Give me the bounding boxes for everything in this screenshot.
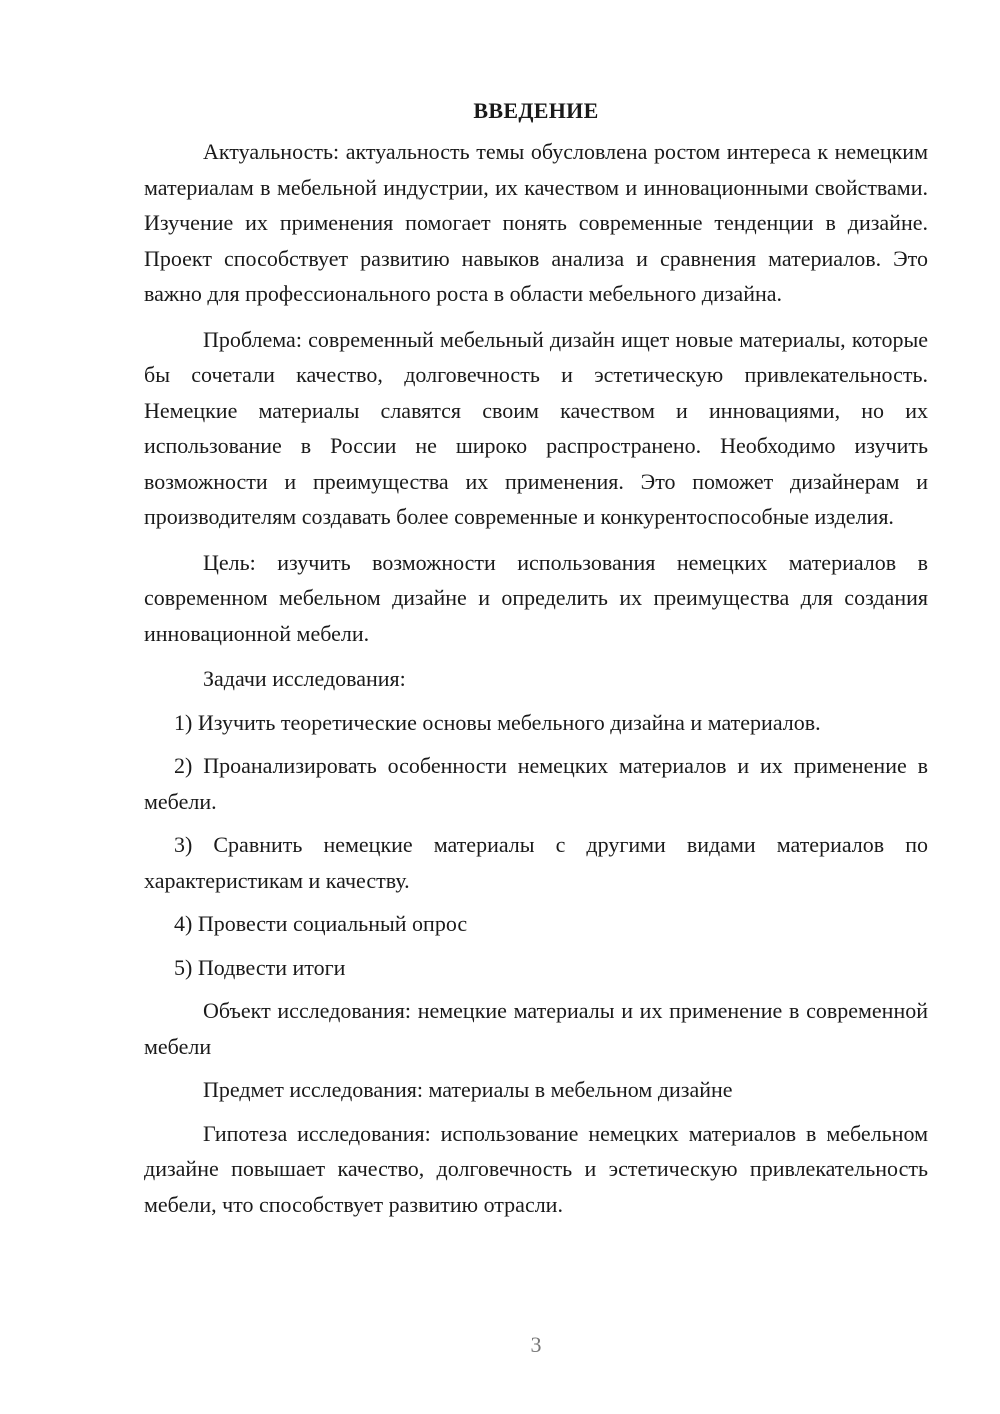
document-page (144, 96, 928, 1222)
paragraph-relevance: Актуальность: актуальность темы обусловлена ростом интереса к немецким материалам в мебельной индустрии, их качеством и инновационными свойствами. Изучение их применения помогает понять современные тенденции в дизайне. Проект способствует развитию навыков анализа и сравнения материалов. Это важно для профессионального роста в области мебельного дизайна. (144, 139, 928, 306)
task-item-1: 1) Изучить теоретические основы мебельного дизайна и материалов. (174, 709, 821, 735)
paragraph-hypothesis: Гипотеза исследования: использование немецких материалов в мебельном дизайне повышает качество, долговечность и эстетическую привлекательность мебели, что способствует развитию отрасли. (144, 1120, 928, 1217)
task-item-4: 4) Провести социальный опрос (174, 911, 468, 936)
paragraph-goal: Цель: изучить возможности использования немецких материалов в современном мебельном дизайне и определить их преимущества для создания инновационной мебели. (144, 549, 928, 646)
page-title: ВВЕДЕНИЕ (473, 98, 599, 123)
task-item-3: 3) Сравнить немецкие материалы с другими видами материалов по характеристикам и качеству. (144, 832, 928, 893)
task-item-2: 2) Проанализировать особенности немецких материалов и их применение в мебели. (144, 753, 928, 814)
paragraph-object: Объект исследования: немецкие материалы и их применение в современной мебели (144, 998, 928, 1059)
task-item-5: 5) Подвести итоги (174, 954, 346, 980)
paragraph-subject: Предмет исследования: материалы в мебельном дизайне (203, 1077, 733, 1102)
page-number: 3 (530, 1332, 542, 1357)
tasks-heading: Задачи исследования: (203, 666, 406, 691)
paragraph-problem: Проблема: современный мебельный дизайн ищет новые материалы, которые бы сочетали качество, долговечность и эстетическую привлекательность. Немецкие материалы славятся своим качеством и инновациями, но их использование в России не широко распространено. Необходимо изучить возможности и преимущества их применения. Это поможет дизайнерам и производителям создавать более современные и конкурентоспособные изделия. (144, 326, 928, 529)
